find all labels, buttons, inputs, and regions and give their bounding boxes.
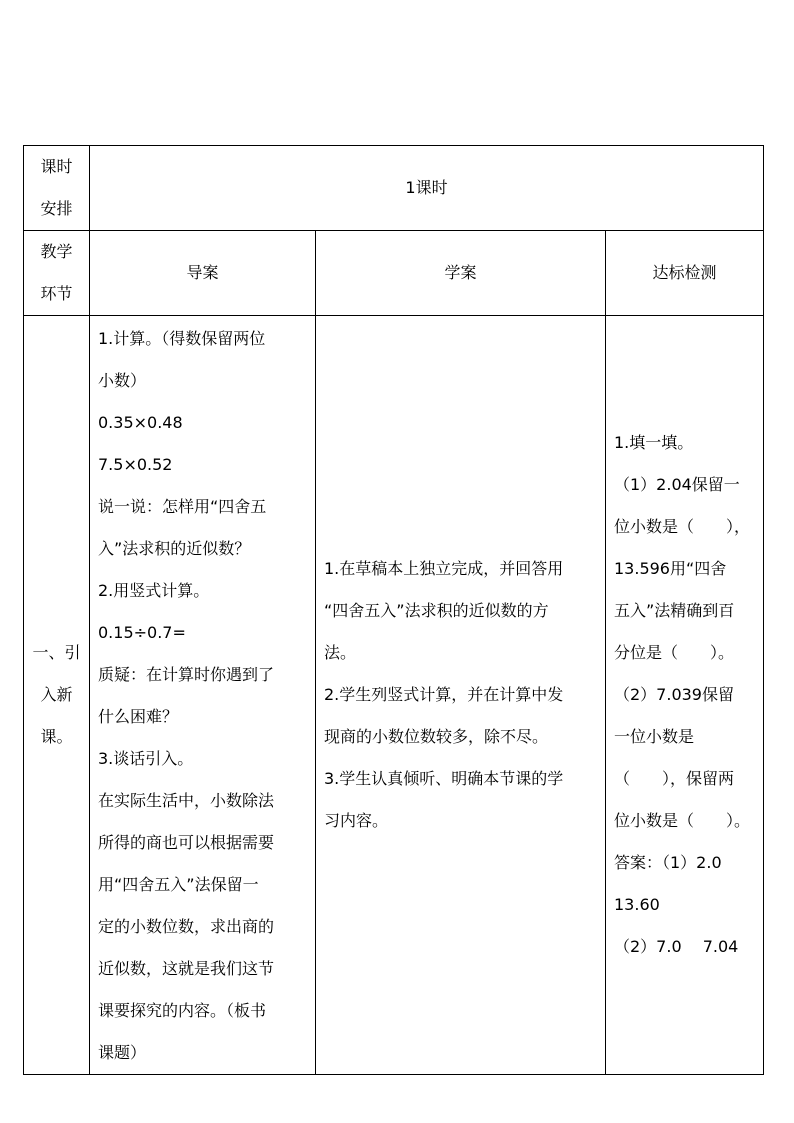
dabiao-line: 分位是（ ）。 — [614, 643, 735, 662]
dabiao-header-cell — [606, 231, 764, 316]
lesson-plan-table — [23, 145, 764, 1075]
daoan-line: 0.15÷0.7= — [98, 623, 186, 642]
dabiao-line: 位小数是（ ）， — [614, 517, 751, 536]
daoan-line: 7.5×0.52 — [98, 455, 173, 474]
dabiao-line: 位小数是（ ）。 — [614, 811, 751, 830]
xuean-content-cell — [316, 316, 606, 1075]
dabiao-line: （1）2.04保留一 — [614, 475, 740, 494]
daoan-header: 导案 — [186, 263, 219, 282]
daoan-line: 所得的商也可以根据需要 — [98, 833, 275, 852]
dabiao-line: 一位小数是 — [614, 727, 695, 746]
dabiao-line: （2）7.039保留 — [614, 685, 734, 704]
dabiao-line: 五入”法精确到百 — [614, 601, 735, 620]
xuean-line: 2.学生列竖式计算，并在计算中发 — [324, 685, 564, 704]
daoan-line: 3.谈话引入。 — [98, 749, 194, 768]
stage-header-cell — [24, 231, 90, 316]
daoan-line: 在实际生活中，小数除法 — [98, 791, 275, 810]
xuean-line: “四舍五入”法求积的近似数的方 — [324, 601, 549, 620]
dabiao-content-cell — [606, 316, 764, 1075]
schedule-value: 1课时 — [405, 178, 448, 197]
schedule-label-line2: 安排 — [40, 199, 73, 218]
daoan-line: 近似数，这就是我们这节 — [98, 959, 275, 978]
daoan-line: 用“四舍五入”法保留一 — [98, 875, 259, 894]
daoan-line: 入”法求积的近似数？ — [98, 539, 251, 558]
stage-cell — [24, 316, 90, 1075]
stage-line3: 课。 — [40, 727, 73, 746]
dabiao-line: 13.60 — [614, 895, 660, 914]
xuean-line: 法。 — [324, 643, 357, 662]
dabiao-line: （2）7.0 7.04 — [614, 937, 739, 956]
dabiao-line: 答案：（1）2.0 — [614, 853, 722, 872]
xuean-line: 习内容。 — [324, 811, 389, 830]
schedule-row — [24, 146, 764, 231]
schedule-label-cell — [24, 146, 90, 231]
column-header-row — [24, 231, 764, 316]
stage-line2: 入新 — [40, 685, 73, 704]
xuean-line: 现商的小数位数较多，除不尽。 — [324, 727, 549, 746]
xuean-line: 3.学生认真倾听、明确本节课的学 — [324, 769, 564, 788]
xuean-header-cell — [316, 231, 606, 316]
daoan-content-cell — [90, 316, 316, 1075]
daoan-header-cell — [90, 231, 316, 316]
daoan-line: 课要探究的内容。（板书 — [98, 1001, 267, 1020]
stage-line1: 一、引 — [32, 643, 81, 662]
dabiao-line: 1.填一填。 — [614, 433, 694, 452]
dabiao-line: （ ），保留两 — [614, 769, 735, 788]
schedule-label-line1: 课时 — [40, 157, 73, 176]
dabiao-line: 13.596用“四舍 — [614, 559, 727, 578]
daoan-line: 1.计算。（得数保留两位 — [98, 329, 266, 348]
daoan-line: 0.35×0.48 — [98, 413, 183, 432]
daoan-line: 2.用竖式计算。 — [98, 581, 210, 600]
daoan-line: 定的小数位数，求出商的 — [98, 917, 275, 936]
stage-header-line2: 环节 — [40, 284, 73, 303]
schedule-value-cell — [90, 146, 764, 231]
content-row — [24, 316, 764, 1075]
daoan-line: 什么困难？ — [98, 707, 179, 726]
daoan-line: 质疑：在计算时你遇到了 — [98, 665, 275, 684]
dabiao-header: 达标检测 — [652, 263, 717, 282]
daoan-line: 课题） — [98, 1043, 147, 1062]
daoan-line: 说一说：怎样用“四舍五 — [98, 497, 267, 516]
xuean-header: 学案 — [444, 263, 477, 282]
daoan-line: 小数） — [98, 371, 147, 390]
xuean-line: 1.在草稿本上独立完成，并回答用 — [324, 559, 564, 578]
stage-header-line1: 教学 — [40, 242, 73, 261]
